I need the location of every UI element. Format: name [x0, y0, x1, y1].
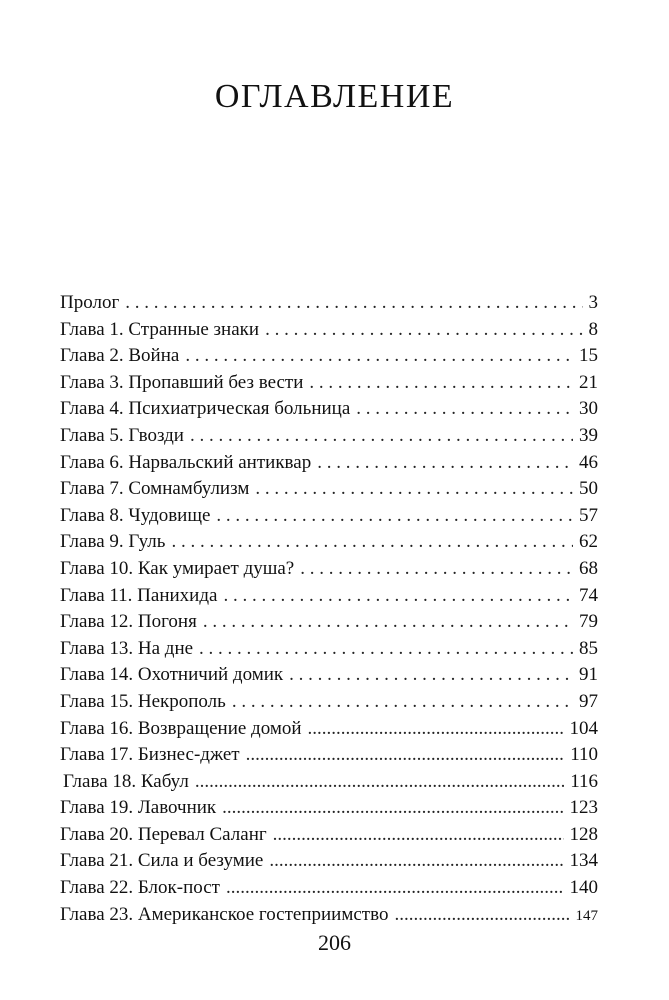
toc-entry	[60, 423, 598, 450]
toc-entry-page: 91	[579, 664, 598, 686]
page-number: 206	[318, 930, 351, 955]
toc-entry-title: Глава 22. Блок-пост	[60, 877, 220, 899]
toc-entry-title: Глава 20. Перевал Саланг	[60, 823, 267, 845]
toc-entry	[60, 636, 598, 663]
toc-leader-dots	[394, 902, 569, 929]
toc-entry-page: 62	[579, 531, 598, 553]
toc-entry-page: 140	[569, 877, 598, 899]
toc-entry-title: Глава 17. Бизнес-джет	[60, 744, 240, 766]
toc-entry	[60, 556, 598, 583]
toc-entry	[60, 317, 598, 344]
toc-entry-page: 134	[569, 850, 598, 872]
toc-entry	[60, 769, 598, 796]
toc-entry-page: 57	[579, 504, 598, 526]
toc-leader-dots	[269, 848, 563, 875]
toc-entry-page: 128	[569, 823, 598, 845]
toc-entry-title: Глава 2. Война	[60, 345, 180, 367]
toc-entry-title: Глава 19. Лавочник	[60, 797, 217, 819]
toc-entry-page: 8	[588, 318, 598, 340]
toc-entry	[60, 609, 598, 636]
toc-leader-dots	[356, 396, 573, 423]
toc-entry	[60, 875, 598, 902]
toc-entry	[60, 290, 598, 317]
toc-entry	[60, 370, 598, 397]
toc-entry	[60, 742, 598, 769]
toc-entry-page: 123	[569, 797, 598, 819]
toc-entry-page: 85	[579, 637, 598, 659]
toc-leader-dots	[265, 317, 582, 344]
toc-leader-dots	[195, 769, 564, 796]
toc-entry-title: Глава 23. Американское гостеприимство	[60, 903, 389, 925]
toc-entry	[60, 689, 598, 716]
toc-entry	[60, 716, 598, 743]
toc-entry	[60, 902, 598, 929]
toc-leader-dots	[223, 583, 573, 610]
toc-entry	[60, 822, 598, 849]
toc-entry	[60, 476, 598, 503]
toc-entry-page: 104	[569, 717, 598, 739]
toc-entry-title: Глава 7. Сомнамбулизм	[60, 478, 250, 500]
toc-leader-dots	[309, 370, 573, 397]
toc-entry-title: Глава 12. Погоня	[60, 611, 197, 633]
page-title: ОГЛАВЛЕНИЕ	[214, 78, 455, 115]
toc-entry-title: Глава 4. Психиатрическая больница	[60, 398, 351, 420]
toc-leader-dots	[273, 822, 564, 849]
toc-entry	[60, 795, 598, 822]
toc-entry-page: 68	[579, 557, 598, 579]
toc-leader-dots	[308, 716, 564, 743]
toc-entry-title: Глава 18. Кабул	[63, 770, 189, 792]
toc-entry-title: Глава 14. Охотничий домик	[60, 664, 284, 686]
toc-entry	[60, 503, 598, 530]
toc-entry-title: Глава 15. Некрополь	[60, 690, 226, 712]
toc-entry	[60, 450, 598, 477]
toc-entry	[60, 583, 598, 610]
toc-entry-title: Глава 8. Чудовище	[60, 504, 211, 526]
toc-entry	[60, 848, 598, 875]
toc-entry-page: 15	[579, 345, 598, 367]
toc-leader-dots	[171, 529, 573, 556]
toc-entry-title: Глава 3. Пропавший без вести	[60, 371, 304, 393]
toc-entry-page: 46	[579, 451, 598, 473]
toc-leader-dots	[246, 742, 565, 769]
toc-leader-dots	[300, 556, 573, 583]
toc-entry-page: 147	[575, 907, 598, 924]
toc-entry-page: 116	[570, 770, 598, 792]
toc-leader-dots	[317, 450, 573, 477]
toc-leader-dots	[222, 795, 563, 822]
toc-leader-dots	[203, 609, 573, 636]
toc-entry-title: Глава 1. Странные знаки	[60, 318, 260, 340]
toc-leader-dots	[199, 636, 573, 663]
toc-entry	[60, 662, 598, 689]
toc-leader-dots	[226, 875, 564, 902]
toc-leader-dots	[216, 503, 573, 530]
toc-leader-dots	[125, 290, 582, 317]
toc-entry-title: Глава 21. Сила и безумие	[60, 850, 264, 872]
toc-leader-dots	[289, 662, 573, 689]
toc-entry-title: Глава 9. Гуль	[60, 531, 166, 553]
toc-entry-page: 21	[579, 371, 598, 393]
toc-entry	[60, 396, 598, 423]
toc-entry-title: Глава 11. Панихида	[60, 584, 218, 606]
toc-leader-dots	[190, 423, 573, 450]
toc-entry-title: Глава 6. Нарвальский антиквар	[60, 451, 312, 473]
toc-entry-page: 30	[579, 398, 598, 420]
table-of-contents	[60, 290, 598, 928]
toc-entry-title: Глава 5. Гвозди	[60, 424, 184, 446]
toc-entry-page: 97	[579, 690, 598, 712]
toc-entry-page: 74	[579, 584, 598, 606]
toc-leader-dots	[185, 343, 573, 370]
toc-leader-dots	[232, 689, 573, 716]
toc-entry-page: 39	[579, 424, 598, 446]
toc-entry-page: 79	[579, 611, 598, 633]
toc-entry-page: 3	[588, 292, 598, 313]
toc-leader-dots	[255, 476, 573, 503]
toc-entry	[60, 343, 598, 370]
toc-entry-title: Глава 13. На дне	[60, 637, 194, 659]
toc-entry-page: 110	[570, 744, 598, 766]
toc-entry-title: Пролог	[60, 292, 120, 313]
toc-entry	[60, 529, 598, 556]
toc-entry-page: 50	[579, 478, 598, 500]
toc-entry-title: Глава 10. Как умирает душа?	[60, 557, 295, 579]
toc-entry-title: Глава 16. Возвращение домой	[60, 717, 302, 739]
